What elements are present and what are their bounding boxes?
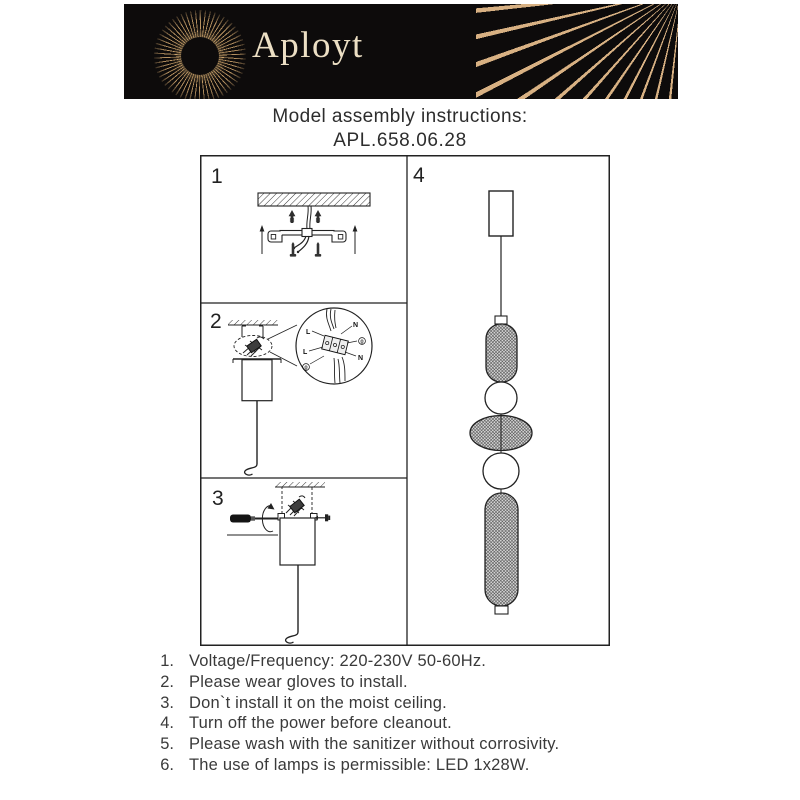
list-item-number: 4.: [160, 714, 174, 733]
list-item-number: 6.: [160, 755, 174, 774]
panel-4-number: 4: [413, 164, 425, 187]
panel-4-lamp-drawing: [470, 191, 532, 614]
list-item-number: 3.: [160, 693, 174, 712]
panel-1-number: 1: [211, 165, 223, 188]
panel-3-screwdriver-drawing: [227, 482, 330, 643]
panel-2-wiring-drawing: [228, 308, 372, 475]
assembly-diagram: [200, 155, 610, 646]
instruction-list: [138, 651, 559, 776]
list-item-text: Please wash with the sanitizer without corrosivity.: [189, 735, 560, 754]
wire-label-neutral-bottom: N: [358, 355, 364, 362]
wire-label-live-mid: L: [303, 349, 308, 356]
wire-label-live-top: L: [306, 329, 311, 336]
panel-2-number: 2: [210, 310, 222, 333]
sunburst-logo-icon: [154, 10, 246, 99]
panel-3-number: 3: [212, 487, 224, 510]
list-item-text: Please wear gloves to install.: [189, 672, 408, 691]
page-title: Model assembly instructions:: [272, 106, 528, 127]
list-item-text: The use of lamps is permissible: LED 1x28W.: [189, 755, 530, 774]
list-item: [138, 734, 559, 755]
list-item: [138, 672, 559, 693]
panel-1-bracket-drawing: [258, 193, 370, 257]
list-item-text: Turn off the power before cleanout.: [189, 714, 452, 733]
corner-rays-icon: [476, 4, 678, 99]
list-item: [138, 755, 559, 776]
list-item: [138, 693, 559, 714]
list-item: [138, 713, 559, 734]
list-item-text: Don`t install it on the moist ceiling.: [189, 693, 447, 712]
list-item-number: 5.: [160, 735, 174, 754]
model-number: APL.658.06.28: [333, 130, 467, 151]
list-item-number: 2.: [160, 672, 174, 691]
list-item: [138, 651, 559, 672]
title-block: [0, 106, 800, 152]
brand-banner: [124, 4, 678, 99]
list-item-number: 1.: [160, 652, 174, 670]
list-item-text: Voltage/Frequency: 220-230V 50-60Hz.: [189, 652, 487, 670]
wire-label-neutral-top: N: [353, 322, 359, 329]
brand-name: Aployt: [252, 25, 364, 66]
